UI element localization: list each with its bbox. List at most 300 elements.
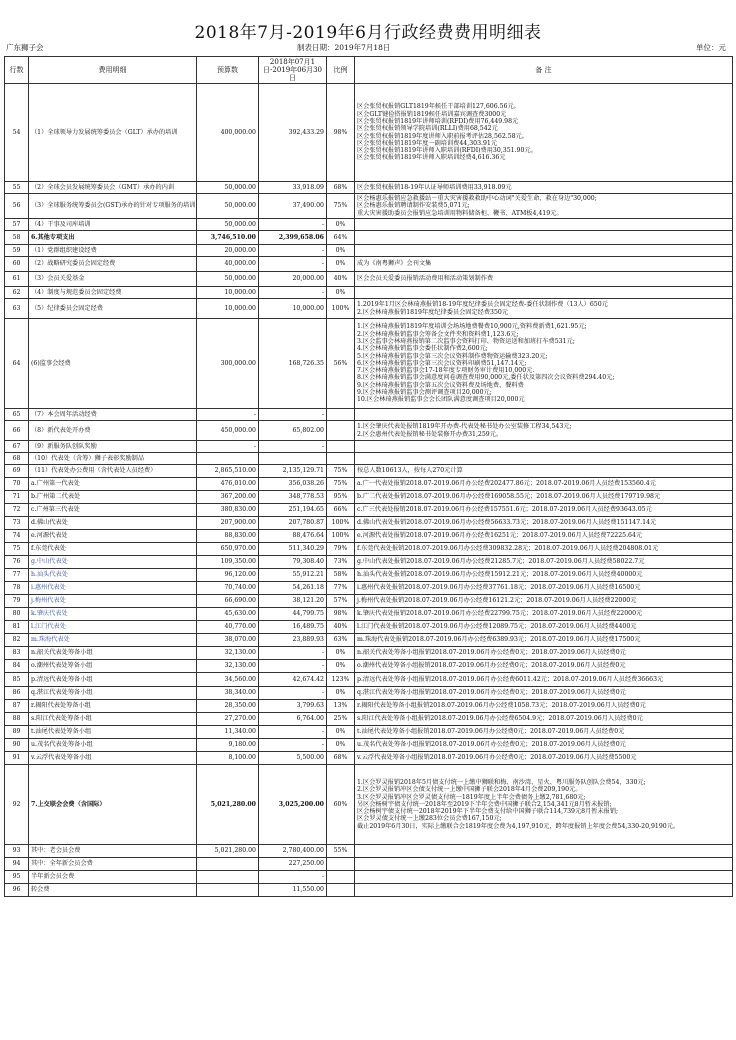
- expense-item: （4）制度与规范委员会固定经费: [29, 287, 197, 299]
- row-number: 83: [5, 647, 29, 660]
- expense-item: （8）新代表处开办费: [29, 421, 197, 441]
- column-header-budget: 预算数: [197, 57, 259, 84]
- ratio-value: 0%: [327, 660, 355, 673]
- note-line: p.清远代表处筹备小组报销2018.07-2019.06月办公经费6011.42元；2018.07-2019.06月人员经费36663元: [357, 675, 664, 683]
- table-row: [5, 194, 733, 219]
- ratio-value: 0%: [327, 257, 355, 272]
- actual-amount: 79,308.40: [259, 556, 327, 569]
- table-row: [5, 517, 733, 530]
- budget-amount: 400,000.00: [197, 84, 259, 182]
- actual-amount: 6,764.00: [259, 713, 327, 726]
- budget-amount: 40,770.00: [197, 621, 259, 634]
- notes-cell: [355, 182, 733, 194]
- budget-amount: -: [197, 441, 259, 453]
- notes-cell: [355, 595, 733, 608]
- budget-amount: 367,200.00: [197, 491, 259, 504]
- ratio-value: 0%: [327, 739, 355, 752]
- note-line: 区会GLT键俭搭报销1819候任培训嘉宾调查费3000元: [357, 110, 507, 118]
- ratio-value: 68%: [327, 752, 355, 765]
- expense-item: i.惠州代表处: [29, 582, 197, 595]
- notes-cell: [355, 287, 733, 299]
- ratio-value: 0%: [327, 245, 355, 257]
- ratio-value: 66%: [327, 504, 355, 517]
- actual-amount: 16,489.75: [259, 621, 327, 634]
- ratio-value: 0%: [327, 726, 355, 739]
- note-line: 3.区会监事会林琦燕报销第二次监事会资料打印、物资运送和加班打车费531元;: [357, 337, 575, 345]
- note-line: v.云浮代表处筹备小组报销2018.07-2019.06月办公经费0元；2018.07-2019.06月人员经费5500元: [357, 754, 637, 762]
- notes-cell: [355, 319, 733, 409]
- notes-cell: [355, 421, 733, 441]
- budget-amount: 11,340.00: [197, 726, 259, 739]
- table-row: [5, 287, 733, 299]
- row-number: 72: [5, 504, 29, 517]
- note-line: 区会杨惠乐报销应急救援站－重大灾害援救救助中心动词"关爱生命，救在身边"30,000;: [357, 195, 597, 203]
- notes-cell: [355, 673, 733, 687]
- notes-cell: [355, 299, 733, 319]
- row-number: 77: [5, 569, 29, 582]
- expense-item: n.韶关代表处筹备小组: [29, 647, 197, 660]
- notes-cell: [355, 713, 733, 726]
- note-line: 区会会员关爱委员报销活动费用和活动策划制作费: [357, 275, 494, 283]
- row-number: 90: [5, 739, 29, 752]
- notes-cell: [355, 257, 733, 272]
- ratio-value: [327, 409, 355, 421]
- notes-cell: [355, 647, 733, 660]
- expense-item: （2）全球会员发展统筹委员会（GMT）承办的内训: [29, 182, 197, 194]
- ratio-value: 68%: [327, 182, 355, 194]
- page-title: 2018年7月-2019年6月行政经费费用明细表: [194, 23, 542, 43]
- actual-amount: 511,340.29: [259, 543, 327, 556]
- expense-item: e.河源代表处: [29, 530, 197, 543]
- note-line: 2.区会林琦燕报销监事会筹备会文件夹和资料费1,123.6元;: [357, 330, 519, 338]
- expense-item: （7）本会周年活动经费: [29, 409, 197, 421]
- budget-amount: 38,340.00: [197, 687, 259, 700]
- budget-amount: 96,120.00: [197, 569, 259, 582]
- table-row: [5, 556, 733, 569]
- table-row: [5, 634, 733, 647]
- notes-cell: [355, 858, 733, 871]
- actual-amount: 44,799.75: [259, 608, 327, 621]
- column-header-item: 费用明细: [29, 57, 197, 84]
- note-line: 7.区会林琦燕报销监事会17-18年度专项财务审计费用10,000元.: [357, 367, 535, 375]
- notes-cell: [355, 765, 733, 845]
- ratio-value: 0%: [327, 647, 355, 660]
- table-row: [5, 231, 733, 245]
- actual-amount: 5,500.00: [259, 752, 327, 765]
- budget-amount: 70,740.00: [197, 582, 259, 595]
- expense-item: （11）代表处办公费用（含代表处人员经费）: [29, 465, 197, 478]
- row-number: 64: [5, 319, 29, 409]
- ratio-value: 25%: [327, 713, 355, 726]
- note-line: 区会张贸权报销1819年度讲师入职前报考评估28,562.58元。: [357, 132, 528, 140]
- note-line: 区会杨惠乐报销聘请制作安装费5,071元;: [357, 202, 470, 210]
- table-row: [5, 491, 733, 504]
- expense-item: f.东莞代表处: [29, 543, 197, 556]
- table-row: [5, 453, 733, 465]
- expense-item: v.云浮代表处筹备小组: [29, 752, 197, 765]
- table-row: [5, 582, 733, 595]
- note-line: 区会罗灵债支付统一上缴283位会员会费167,150元;: [357, 815, 502, 823]
- notes-cell: [355, 491, 733, 504]
- budget-amount: 50,000.00: [197, 194, 259, 219]
- row-number: 66: [5, 421, 29, 441]
- ratio-value: 75%: [327, 478, 355, 491]
- table-row: [5, 182, 733, 194]
- table-row: [5, 713, 733, 726]
- actual-amount: -: [259, 726, 327, 739]
- budget-amount: 32,130.00: [197, 660, 259, 673]
- note-line: 2.区会惠州代表处报销秘书处装修开办费31,259元。: [357, 430, 503, 438]
- table-body: [5, 84, 733, 897]
- budget-amount: 380,830.00: [197, 504, 259, 517]
- note-line: e.河源代表处报销2018.07-2019.06月办公经费16251元；2018.07-2019.06月人员经费72225.64元: [357, 532, 643, 540]
- notes-cell: [355, 453, 733, 465]
- row-number: 85: [5, 673, 29, 687]
- row-number: 58: [5, 231, 29, 245]
- table-row: [5, 257, 733, 272]
- row-number: 91: [5, 752, 29, 765]
- expense-item: b.广州第二代表处: [29, 491, 197, 504]
- notes-cell: [355, 409, 733, 421]
- note-line: d.佛山代表处报销2018.07-2019.06月办公经费56633.73元；2018.07-2019.06月人员经费151147.14元: [357, 519, 657, 527]
- organization-name: 广东狮子会: [6, 43, 44, 52]
- budget-amount: -: [197, 409, 259, 421]
- ratio-value: 60%: [327, 765, 355, 845]
- row-number: 79: [5, 595, 29, 608]
- table-row: [5, 219, 733, 231]
- actual-amount: -: [259, 257, 327, 272]
- note-line: 1.区会林琦燕报销1819年度培训会场场地费餐费10,900元,资料费新费1,621.95元;: [357, 323, 587, 331]
- row-number: 93: [5, 845, 29, 858]
- notes-cell: [355, 556, 733, 569]
- expense-item: 半年新会员会费: [29, 871, 197, 884]
- expense-item: p.清远代表处筹备小组: [29, 673, 197, 687]
- ratio-value: 100%: [327, 299, 355, 319]
- actual-amount: 3,025,200.00: [259, 765, 327, 845]
- note-line: c.广三代表处报销2018.07-2019.06月办公经费157551.6元；2018.07-2019.06月人员经费93643.05元: [357, 506, 652, 514]
- expense-item: r.揭阳代表处筹备小组: [29, 700, 197, 713]
- report-date: 制表日期：2019年7月18日: [297, 43, 391, 52]
- notes-cell: [355, 194, 733, 219]
- notes-cell: [355, 700, 733, 713]
- actual-amount: 38,121.20: [259, 595, 327, 608]
- actual-amount: -: [259, 245, 327, 257]
- row-number: 96: [5, 884, 29, 897]
- actual-amount: 3,799.63: [259, 700, 327, 713]
- expense-item: u.茂名代表处筹备小组: [29, 739, 197, 752]
- expense-item: d.佛山代表处: [29, 517, 197, 530]
- notes-cell: [355, 219, 733, 231]
- budget-amount: [197, 871, 259, 884]
- notes-cell: [355, 845, 733, 858]
- note-line: n.韶关代表处筹备小组报销2018.07-2019.06月办公经费0元；2018.07-2019.06月人员经费0元: [357, 649, 626, 657]
- ratio-value: 63%: [327, 634, 355, 647]
- note-line: b.广二代表处报销2018.07-2019.06月办公经费169058.55元；2018.07-2019.06月人员经费179719.98元: [357, 493, 661, 501]
- actual-amount: 227,250.00: [259, 858, 327, 871]
- notes-cell: [355, 504, 733, 517]
- notes-cell: [355, 245, 733, 257]
- note-line: j.梅州代表处报销2018.07-2019.06月办公经费16121.2元；2018.07-2019.06月人员经费22000元: [357, 597, 637, 605]
- note-line: u.茂名代表处筹备小组报销2018.07-2019.06月办公经费0元；2018.07-2019.06月人员经费0元: [357, 741, 626, 749]
- expense-item: m.珠海代表处: [29, 634, 197, 647]
- table-row: [5, 871, 733, 884]
- row-number: 56: [5, 194, 29, 219]
- row-number: 75: [5, 543, 29, 556]
- expense-item: h.汕头代表处: [29, 569, 197, 582]
- note-line: 区会张贸权报销1819年度一副培训费44,303.91元: [357, 139, 498, 147]
- note-line: 9.区会林琦燕报销监事会测评调查项目20,000元;: [357, 389, 492, 397]
- note-line: 2.区会林琦燕报销1819年度纪律委员会固定经费350元: [357, 308, 509, 316]
- table-row: [5, 465, 733, 478]
- table-row: [5, 504, 733, 517]
- row-number: 69: [5, 465, 29, 478]
- expense-item: （5）纪律委员会固定经费: [29, 299, 197, 319]
- expense-item: c.广州第三代表处: [29, 504, 197, 517]
- notes-cell: [355, 569, 733, 582]
- expense-item: o.潮州代表处筹备小组: [29, 660, 197, 673]
- note-line: l.江门代表处报销2018.07-2019.06月办公经费12089.75元；2018.07-2019.06月人员经费4400元: [357, 623, 637, 631]
- notes-cell: [355, 441, 733, 453]
- notes-cell: [355, 84, 733, 182]
- expense-item: （1）党群组织建设经费: [29, 245, 197, 257]
- note-line: 10.区会林琦燕报销监事会会长团队满意度调查项目20,000元: [357, 396, 525, 404]
- ratio-value: 79%: [327, 543, 355, 556]
- row-number: 80: [5, 608, 29, 621]
- column-header-period: 2018年07月1日-2019年06月30日: [259, 57, 327, 84]
- ratio-value: 100%: [327, 530, 355, 543]
- ratio-value: [327, 871, 355, 884]
- actual-amount: -: [259, 871, 327, 884]
- actual-amount: 23,889.93: [259, 634, 327, 647]
- note-line: 8.区会林琦燕报销监事会满意度问卷调查费用90,000元,委任状及第四次会议资料费294.40元;: [357, 374, 615, 382]
- note-line: 2.区会罗灵报销冲区会债支付统一上缴中国狮子联会2018年4月会费209,190元。: [357, 786, 582, 794]
- table-row: [5, 272, 733, 287]
- column-header-row-no: 行数: [5, 57, 29, 84]
- actual-amount: 2,135,129.71: [259, 465, 327, 478]
- ratio-value: 77%: [327, 582, 355, 595]
- note-line: 6.区会林琦燕报销监事会第三次会议资料印刷费51,147.14元;: [357, 359, 527, 367]
- budget-amount: 20,000.00: [197, 245, 259, 257]
- ratio-value: 64%: [327, 231, 355, 245]
- budget-amount: 66,690.00: [197, 595, 259, 608]
- table-row: [5, 660, 733, 673]
- ratio-value: [327, 421, 355, 441]
- table-row: [5, 673, 733, 687]
- table-row: [5, 687, 733, 700]
- budget-amount: 5,021,280.00: [197, 845, 259, 858]
- table-row: [5, 608, 733, 621]
- table-row: [5, 299, 733, 319]
- row-number: 55: [5, 182, 29, 194]
- budget-amount: 45,630.00: [197, 608, 259, 621]
- actual-amount: 54,261.18: [259, 582, 327, 595]
- row-number: 92: [5, 765, 29, 845]
- actual-amount: [259, 453, 327, 465]
- row-number: 59: [5, 245, 29, 257]
- ratio-value: 98%: [327, 608, 355, 621]
- notes-cell: [355, 465, 733, 478]
- ratio-value: 40%: [327, 621, 355, 634]
- table-row: [5, 530, 733, 543]
- ratio-value: [327, 453, 355, 465]
- notes-cell: [355, 272, 733, 287]
- note-line: s.阳江代表处筹备小组报销2018.07-2019.06月办公经费6504.9元；2018.07-2019.06月人员经费0元: [357, 715, 643, 723]
- note-line: 重大灾害援助委员会报销应急培训用物料储备柜、鞭书、ATM板4,419元。: [357, 209, 563, 217]
- budget-amount: 650,970.00: [197, 543, 259, 556]
- actual-amount: 11,550.00: [259, 884, 327, 897]
- ratio-value: 58%: [327, 569, 355, 582]
- row-number: 74: [5, 530, 29, 543]
- budget-amount: 109,350.00: [197, 556, 259, 569]
- budget-amount: [197, 884, 259, 897]
- notes-cell: [355, 739, 733, 752]
- expense-item: 其中：老会员会费: [29, 845, 197, 858]
- row-number: 61: [5, 272, 29, 287]
- column-header-ratio: 比例: [327, 57, 355, 84]
- actual-amount: -: [259, 660, 327, 673]
- actual-amount: 20,000.00: [259, 272, 327, 287]
- row-number: 89: [5, 726, 29, 739]
- row-number: 57: [5, 219, 29, 231]
- table-row: [5, 421, 733, 441]
- budget-amount: 27,270.00: [197, 713, 259, 726]
- row-number: 94: [5, 858, 29, 871]
- table-row: [5, 739, 733, 752]
- expense-item: s.阳江代表处筹备小组: [29, 713, 197, 726]
- budget-amount: 50,000.00: [197, 219, 259, 231]
- budget-amount: 3,746,510.00: [197, 231, 259, 245]
- expense-item: （4）干事及司库培训: [29, 219, 197, 231]
- note-line: 区会张贸权报销GLT1819年候任干部培训127,606.56元。: [357, 103, 520, 111]
- table-row: [5, 245, 733, 257]
- expense-item: 转会费: [29, 884, 197, 897]
- actual-amount: 207,780.87: [259, 517, 327, 530]
- notes-cell: [355, 726, 733, 739]
- actual-amount: 168,726.35: [259, 319, 327, 409]
- row-number: 76: [5, 556, 29, 569]
- notes-cell: [355, 687, 733, 700]
- table-row: [5, 84, 733, 182]
- expense-item: j.梅州代表处: [29, 595, 197, 608]
- budget-amount: 50,000.00: [197, 182, 259, 194]
- row-number: 95: [5, 871, 29, 884]
- note-line: o.潮州代表处筹备小组报销2018.07-2019.06月办公经费0元；2018.07-2019.06月人员经费0元: [357, 662, 626, 670]
- ratio-value: 98%: [327, 84, 355, 182]
- budget-amount: 8,100.00: [197, 752, 259, 765]
- table-header-row: [5, 57, 733, 84]
- row-number: 82: [5, 634, 29, 647]
- budget-amount: 10,000.00: [197, 287, 259, 299]
- note-line: 9.区会林琦燕报销监事会第五次会议资料费及场地费、餐料费: [357, 381, 524, 389]
- table-row: [5, 569, 733, 582]
- budget-amount: 476,010.00: [197, 478, 259, 491]
- note-line: 区会张贸权报销1819年讲师入职培训(RFDI)费用30,351.90元。: [357, 147, 537, 155]
- actual-amount: 37,490.00: [259, 194, 327, 219]
- note-line: 按总人数10613人，按每人270元计算: [357, 467, 463, 475]
- note-line: 5.区会林琦燕报销监事会第三次会议资料制作费物资运输费323.20元;: [357, 352, 548, 360]
- ratio-value: 13%: [327, 700, 355, 713]
- table-row: [5, 726, 733, 739]
- notes-cell: [355, 608, 733, 621]
- note-line: 1.区会肇庆代表处报销1819年开办费-代表处秘书处办公室装修工程34,543元;: [357, 423, 572, 431]
- ratio-value: [327, 858, 355, 871]
- row-number: 87: [5, 700, 29, 713]
- expense-item: （9）新服务队创队奖励: [29, 441, 197, 453]
- note-line: r.揭阳代表处筹备小组报销2018.07-2019.06月办公经费1058.73元；2018.07-2019.06月人员经费0元: [357, 702, 646, 710]
- budget-amount: [197, 453, 259, 465]
- ratio-value: 100%: [327, 517, 355, 530]
- budget-amount: 50,000.00: [197, 272, 259, 287]
- budget-amount: [197, 858, 259, 871]
- notes-cell: [355, 634, 733, 647]
- row-number: 71: [5, 491, 29, 504]
- table-row: [5, 543, 733, 556]
- table-row: [5, 621, 733, 634]
- expense-item: 7.上交联会会费（含国际）: [29, 765, 197, 845]
- row-number: 63: [5, 299, 29, 319]
- table-row: [5, 441, 733, 453]
- note-line: 3.区会罗灵报销冲区会罗灵债支付统一1819年度上半年会费债务上缴2,781,680元;: [357, 793, 586, 801]
- ratio-value: 0%: [327, 219, 355, 231]
- table-row: [5, 765, 733, 845]
- expense-item: t.汕尾代表处筹备小组: [29, 726, 197, 739]
- actual-amount: -: [259, 409, 327, 421]
- budget-amount: 88,830.00: [197, 530, 259, 543]
- note-line: h.汕头代表处报销2018.07-2019.06月办公经费15912.21元；2018.07-2019.06月人员经费40000元: [357, 571, 643, 579]
- actual-amount: -: [259, 687, 327, 700]
- table-row: [5, 752, 733, 765]
- notes-cell: [355, 517, 733, 530]
- note-line: q.湛江代表处筹备小组报销2018.07-2019.06月办公经费0元；2018.07-2019.06月人员经费0元: [357, 689, 626, 697]
- note-line: 1.区会罗灵报销2018年5月债支付统一上缴中狮联和梅、南沙湾、星火、粤川服务队创队会费54，330元;: [357, 778, 646, 786]
- budget-amount: 32,130.00: [197, 647, 259, 660]
- ratio-value: 95%: [327, 491, 355, 504]
- note-line: 成为《南粤狮声》会刊文集: [357, 260, 432, 268]
- expense-item: （2）战略研究委员会固定经费: [29, 257, 197, 272]
- expense-item: （10）代表处（含筹）狮子表彰奖励制品: [29, 453, 197, 465]
- actual-amount: 65,802.00: [259, 421, 327, 441]
- actual-amount: 55,912.21: [259, 569, 327, 582]
- expense-item: k.肇庆代表处: [29, 608, 197, 621]
- expense-item: a.广州第一代表处: [29, 478, 197, 491]
- notes-cell: [355, 582, 733, 595]
- table-row: [5, 595, 733, 608]
- note-line: 区会张贸权报销领导学院培训(RLLI)费用68,542元: [357, 125, 498, 133]
- row-number: 70: [5, 478, 29, 491]
- table-row: [5, 858, 733, 871]
- ratio-value: 0%: [327, 687, 355, 700]
- ratio-value: [327, 441, 355, 453]
- row-number: 62: [5, 287, 29, 299]
- actual-amount: 356,038.26: [259, 478, 327, 491]
- row-number: 68: [5, 453, 29, 465]
- actual-amount: 392,433.29: [259, 84, 327, 182]
- row-number: 67: [5, 441, 29, 453]
- ratio-value: 75%: [327, 465, 355, 478]
- expense-item: g.中山代表处: [29, 556, 197, 569]
- row-number: 81: [5, 621, 29, 634]
- budget-amount: 10,000.00: [197, 299, 259, 319]
- note-line: k.肇庆代表处报销2018.07-2019.06月办公经费22799.75元；2018.07-2019.06月人员经费22000元: [357, 610, 643, 618]
- actual-amount: 2,399,658.06: [259, 231, 327, 245]
- row-number: 86: [5, 687, 29, 700]
- budget-amount: 38,070.00: [197, 634, 259, 647]
- table-row: [5, 478, 733, 491]
- ratio-value: 0%: [327, 287, 355, 299]
- note-line: 区会张贸权报销1819年讲师培训(RFDI)费用76,449.98元: [357, 117, 519, 125]
- expense-item: l.江门代表处: [29, 621, 197, 634]
- notes-cell: [355, 231, 733, 245]
